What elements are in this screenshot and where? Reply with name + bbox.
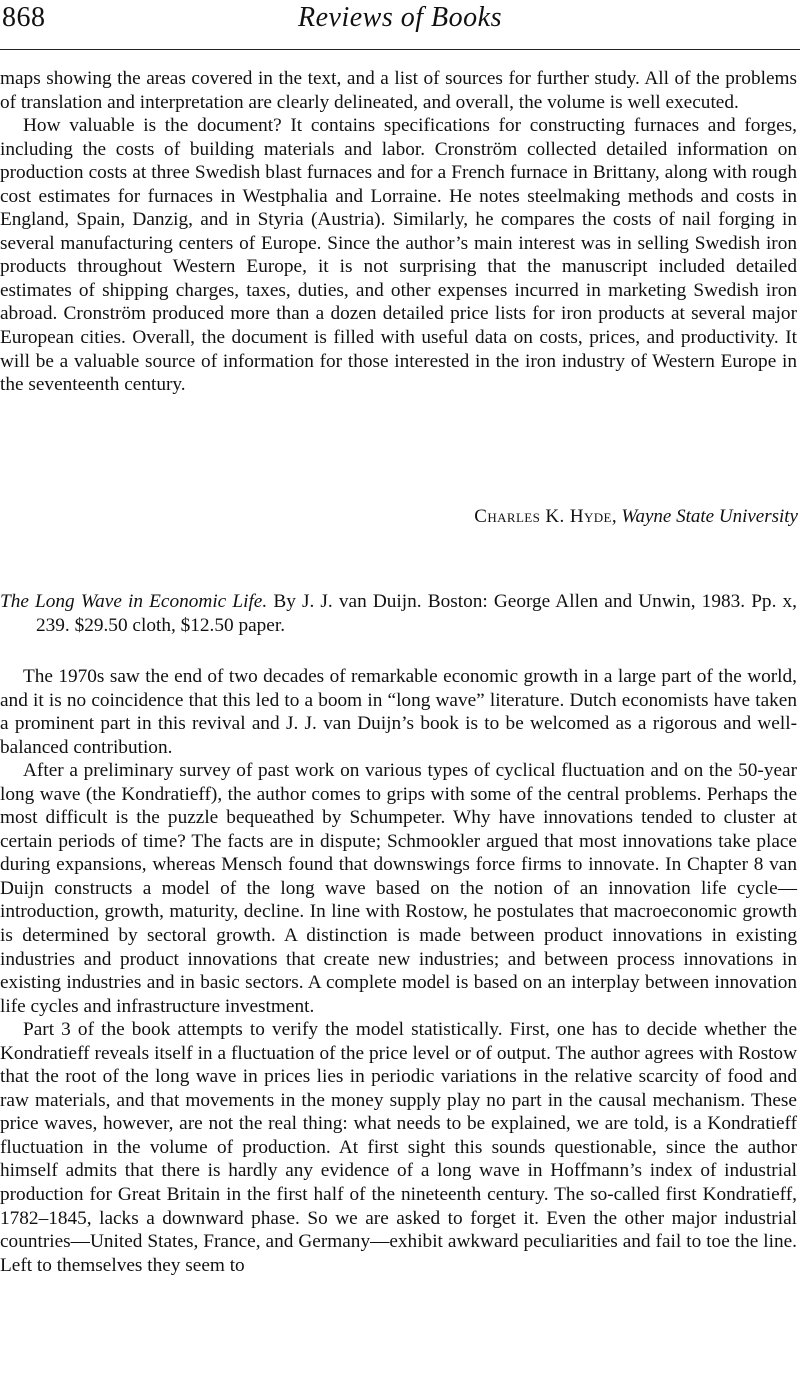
header-rule xyxy=(0,49,800,50)
review-paragraph: How valuable is the document? It contains specifications for constructing furnaces and forges, including the costs of building materials and labor. Cronström collected detailed information on production costs at three Swedish blast furnaces and for a French furnace in Brittany, along with rough cost estimates for furnaces in Westphalia and Lorraine. He notes steelmaking methods and costs in England, Spain, Danzig, and in Styria (Austria). Similarly, he compares the costs of nail forging in several manufacturing centers of Europe. Since the author’s main interest was in selling Swedish iron products throughout Western Europe, it is not surprising that the manuscript included detailed estimates of shipping charges, taxes, duties, and other expenses incurred in marketing Swedish iron abroad. Cronström produced more than a dozen detailed price lists for iron products at several major European cities. Overall, the document is filled with useful data on costs, prices, and productivity. It will be a valuable source of information for those interested in the iron industry of Western Europe in the seventeenth century. xyxy=(0,115,797,396)
book-title: The Long Wave in Economic Life. xyxy=(0,591,268,612)
running-head: Reviews of Books xyxy=(298,2,502,33)
review-paragraph: The 1970s saw the end of two decades of remarkable economic growth in a large part of the world, and it is no coincidence that this led to a boom in “long wave” literature. Dutch economists have taken a prominent part in this revival and J. J. van Duijn’s book is to be welcomed as a rigorous and well-balanced contribution. xyxy=(0,666,797,758)
review-paragraph: After a preliminary survey of past work on various types of cyclical fluctuation and on the 50-year long wave (the Kondratieff), the author comes to grips with some of the central problems. Perhaps the most difficult is the puzzle bequeathed by Schumpeter. Why have innovations tended to cluster at certain periods of time? The facts are in dispute; Schmookler argued that most innovations take place during expansions, whereas Mensch found that downswings force firms to innovate. In Chapter 8 van Duijn constructs a model of the long wave based on the notion of an innovation life cycle—introduction, growth, maturity, decline. In line with Rostow, he postulates that macroeconomic growth is determined by sectoral growth. A distinction is made between product innovations in existing industries and product innovations that create new industries; and between process innovations in existing industries and in basic sectors. A complete model is based on an interplay between innovation life cycles and infrastructure investment. xyxy=(0,760,797,1017)
reviewer-signature: Charles K. Hyde, Wayne State University xyxy=(474,506,798,527)
page-number: 868 xyxy=(2,2,46,33)
review-paragraph: Part 3 of the book attempts to verify the model statistically. First, one has to decide whether the Kondratieff reveals itself in a fluctuation of the price level or of output. The author agrees with Rostow that the root of the long wave in prices lies in periodic variations in the relative scarcity of food and raw materials, and that movements in the money supply play no part in the causal mechanism. These price waves, however, are not the real thing: what needs to be explained, we are told, is a Kondratieff fluctuation in the volume of production. At first sight this sounds questionable, since the author himself admits that there is hardly any evidence of a long wave in Hoffmann’s index of industrial production for Great Britain in the first half of the nineteenth century. The so-called first Kondratieff, 1782–1845, lacks a downward phase. So we are asked to forget it. Even the other major industrial countries—United States, France, and Germany—exhibit awkward peculiarities and fail to toe the line. Left to themselves they seem to xyxy=(0,1019,797,1276)
reviewer-affiliation: Wayne State University xyxy=(621,506,798,527)
book-details: By J. J. van Duijn. Boston: George Allen and Unwin, 1983. Pp. x, 239. $29.50 cloth, $12.50 paper. xyxy=(36,591,797,636)
page-header xyxy=(0,2,800,40)
second-review-body xyxy=(0,665,797,1277)
book-citation xyxy=(0,590,797,637)
first-review-body xyxy=(0,67,797,397)
reviewer-name: Charles K. Hyde xyxy=(474,506,612,527)
review-continuation-paragraph: maps showing the areas covered in the text, and a list of sources for further study. All of the problems of translation and interpretation are clearly delineated, and overall, the volume is well executed. xyxy=(0,68,797,113)
